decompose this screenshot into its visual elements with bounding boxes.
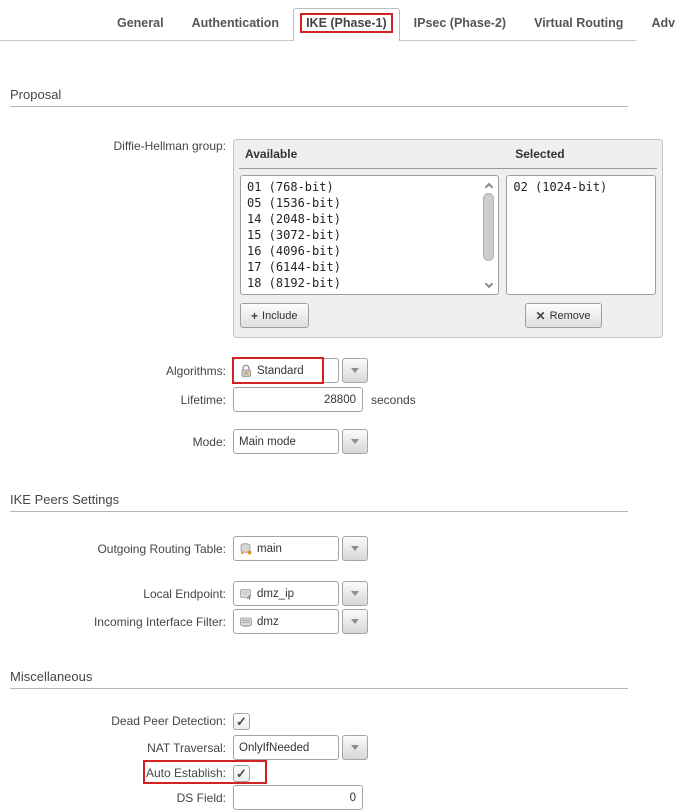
algorithms-label: Algorithms: bbox=[165, 363, 226, 378]
chevron-down-icon bbox=[351, 546, 359, 551]
chevron-down-icon bbox=[351, 619, 359, 624]
local-endpoint-combobox[interactable] bbox=[233, 581, 368, 606]
dh-dual-list bbox=[233, 139, 663, 338]
list-item[interactable]: 02 (1024-bit) bbox=[513, 180, 608, 194]
list-item[interactable]: 14 (2048-bit) bbox=[247, 212, 341, 226]
ip4-address-icon bbox=[239, 587, 253, 601]
nat-traversal-value: OnlyIfNeeded bbox=[239, 741, 310, 754]
interface-filter-label: Incoming Interface Filter: bbox=[93, 614, 226, 629]
list-item[interactable]: 15 (3072-bit) bbox=[247, 228, 341, 242]
algorithms-dropdown-button[interactable] bbox=[342, 358, 368, 383]
routing-table-value: main bbox=[257, 542, 282, 555]
mode-value: Main mode bbox=[239, 435, 296, 448]
remove-button-label: Remove bbox=[549, 309, 591, 322]
mode-field[interactable] bbox=[233, 429, 339, 454]
annotation-box-active-tab bbox=[300, 13, 393, 33]
auto-establish-label: Auto Establish: bbox=[145, 766, 226, 780]
available-header: Available bbox=[245, 147, 298, 161]
section-title-proposal: Proposal bbox=[10, 87, 628, 107]
cross-icon: ✕ bbox=[535, 308, 546, 323]
interface-filter-combobox[interactable] bbox=[233, 609, 368, 634]
local-endpoint-row bbox=[10, 581, 636, 606]
local-endpoint-dropdown-button[interactable] bbox=[342, 581, 368, 606]
scrollbar-track[interactable] bbox=[483, 191, 494, 279]
lifetime-input[interactable] bbox=[233, 387, 363, 412]
chevron-down-icon bbox=[351, 368, 359, 373]
algorithms-combobox[interactable] bbox=[233, 358, 368, 383]
lifetime-label: Lifetime: bbox=[180, 392, 226, 407]
check-icon: ✓ bbox=[236, 713, 247, 729]
ds-field-input[interactable] bbox=[233, 785, 363, 810]
dead-peer-detection-row bbox=[10, 711, 636, 731]
chevron-down-icon bbox=[351, 591, 359, 596]
nat-traversal-field[interactable] bbox=[233, 735, 339, 760]
tab-ike-phase-1-label: IKE (Phase-1) bbox=[306, 16, 387, 30]
interface-filter-value: dmz bbox=[257, 615, 279, 628]
svg-text:4: 4 bbox=[247, 594, 251, 602]
dh-group-row bbox=[10, 107, 636, 338]
tab-virtual-routing[interactable]: Virtual Routing bbox=[534, 16, 624, 30]
mode-row bbox=[10, 429, 636, 454]
nat-traversal-combobox[interactable] bbox=[233, 735, 368, 760]
available-listbox[interactable] bbox=[240, 175, 499, 295]
tab-ike-phase-1[interactable] bbox=[293, 8, 400, 41]
local-endpoint-value: dmz_ip bbox=[257, 587, 295, 600]
dual-list-headers bbox=[239, 145, 657, 169]
plus-icon: + bbox=[251, 308, 259, 323]
local-endpoint-label: Local Endpoint: bbox=[143, 586, 226, 601]
lifetime-unit-label: seconds bbox=[371, 392, 416, 407]
mode-label: Mode: bbox=[192, 434, 226, 449]
tab-authentication[interactable]: Authentication bbox=[191, 16, 280, 30]
selected-listbox[interactable] bbox=[506, 175, 656, 295]
dead-peer-detection-checkbox[interactable] bbox=[233, 713, 250, 730]
algorithms-row bbox=[10, 358, 636, 383]
routing-table-row bbox=[10, 536, 636, 561]
routing-table-icon bbox=[239, 542, 253, 556]
list-item[interactable]: 17 (6144-bit) bbox=[247, 260, 341, 274]
routing-table-combobox[interactable] bbox=[233, 536, 368, 561]
scrollbar-thumb[interactable] bbox=[483, 193, 494, 261]
dh-group-label: Diffie-Hellman group: bbox=[113, 139, 226, 153]
ds-field-label: DS Field: bbox=[176, 790, 226, 805]
auto-establish-row bbox=[10, 763, 636, 783]
check-icon: ✓ bbox=[236, 765, 247, 781]
local-endpoint-field[interactable] bbox=[233, 581, 339, 606]
chevron-down-icon bbox=[351, 745, 359, 750]
tab-advanced[interactable]: Adv bbox=[651, 16, 676, 30]
remove-button[interactable] bbox=[525, 303, 602, 328]
scrollbar[interactable] bbox=[481, 178, 496, 292]
section-title-ike-peers: IKE Peers Settings bbox=[10, 492, 628, 512]
scroll-down-icon[interactable] bbox=[481, 279, 496, 292]
auto-establish-checkbox[interactable] bbox=[233, 765, 250, 782]
mode-combobox[interactable] bbox=[233, 429, 368, 454]
tab-bar bbox=[0, 0, 676, 41]
list-item[interactable]: 01 (768-bit) bbox=[247, 180, 334, 194]
include-button-label: Include bbox=[262, 309, 298, 322]
selected-header: Selected bbox=[515, 147, 565, 161]
routing-table-dropdown-button[interactable] bbox=[342, 536, 368, 561]
ds-field-row bbox=[10, 785, 636, 810]
lock-icon bbox=[239, 364, 253, 378]
list-item[interactable]: 05 (1536-bit) bbox=[247, 196, 341, 210]
scroll-up-icon[interactable] bbox=[481, 178, 496, 191]
include-button[interactable] bbox=[240, 303, 309, 328]
tab-ipsec-phase-2[interactable]: IPsec (Phase-2) bbox=[413, 16, 507, 30]
routing-table-label: Outgoing Routing Table: bbox=[97, 541, 226, 556]
nat-traversal-dropdown-button[interactable] bbox=[342, 735, 368, 760]
interface-icon bbox=[239, 615, 253, 629]
algorithms-value: Standard bbox=[257, 364, 304, 377]
interface-filter-row bbox=[10, 609, 636, 634]
tab-general[interactable]: General bbox=[117, 16, 164, 30]
lifetime-row bbox=[10, 387, 636, 412]
nat-traversal-row bbox=[10, 735, 636, 760]
nat-traversal-label: NAT Traversal: bbox=[147, 740, 226, 755]
list-item[interactable]: 18 (8192-bit) bbox=[247, 276, 341, 290]
interface-filter-field[interactable] bbox=[233, 609, 339, 634]
section-title-miscellaneous: Miscellaneous bbox=[10, 669, 628, 689]
mode-dropdown-button[interactable] bbox=[342, 429, 368, 454]
interface-filter-dropdown-button[interactable] bbox=[342, 609, 368, 634]
chevron-down-icon bbox=[351, 439, 359, 444]
list-item[interactable]: 16 (4096-bit) bbox=[247, 244, 341, 258]
algorithms-field[interactable] bbox=[233, 358, 339, 383]
dead-peer-detection-label: Dead Peer Detection: bbox=[111, 714, 226, 728]
routing-table-field[interactable] bbox=[233, 536, 339, 561]
